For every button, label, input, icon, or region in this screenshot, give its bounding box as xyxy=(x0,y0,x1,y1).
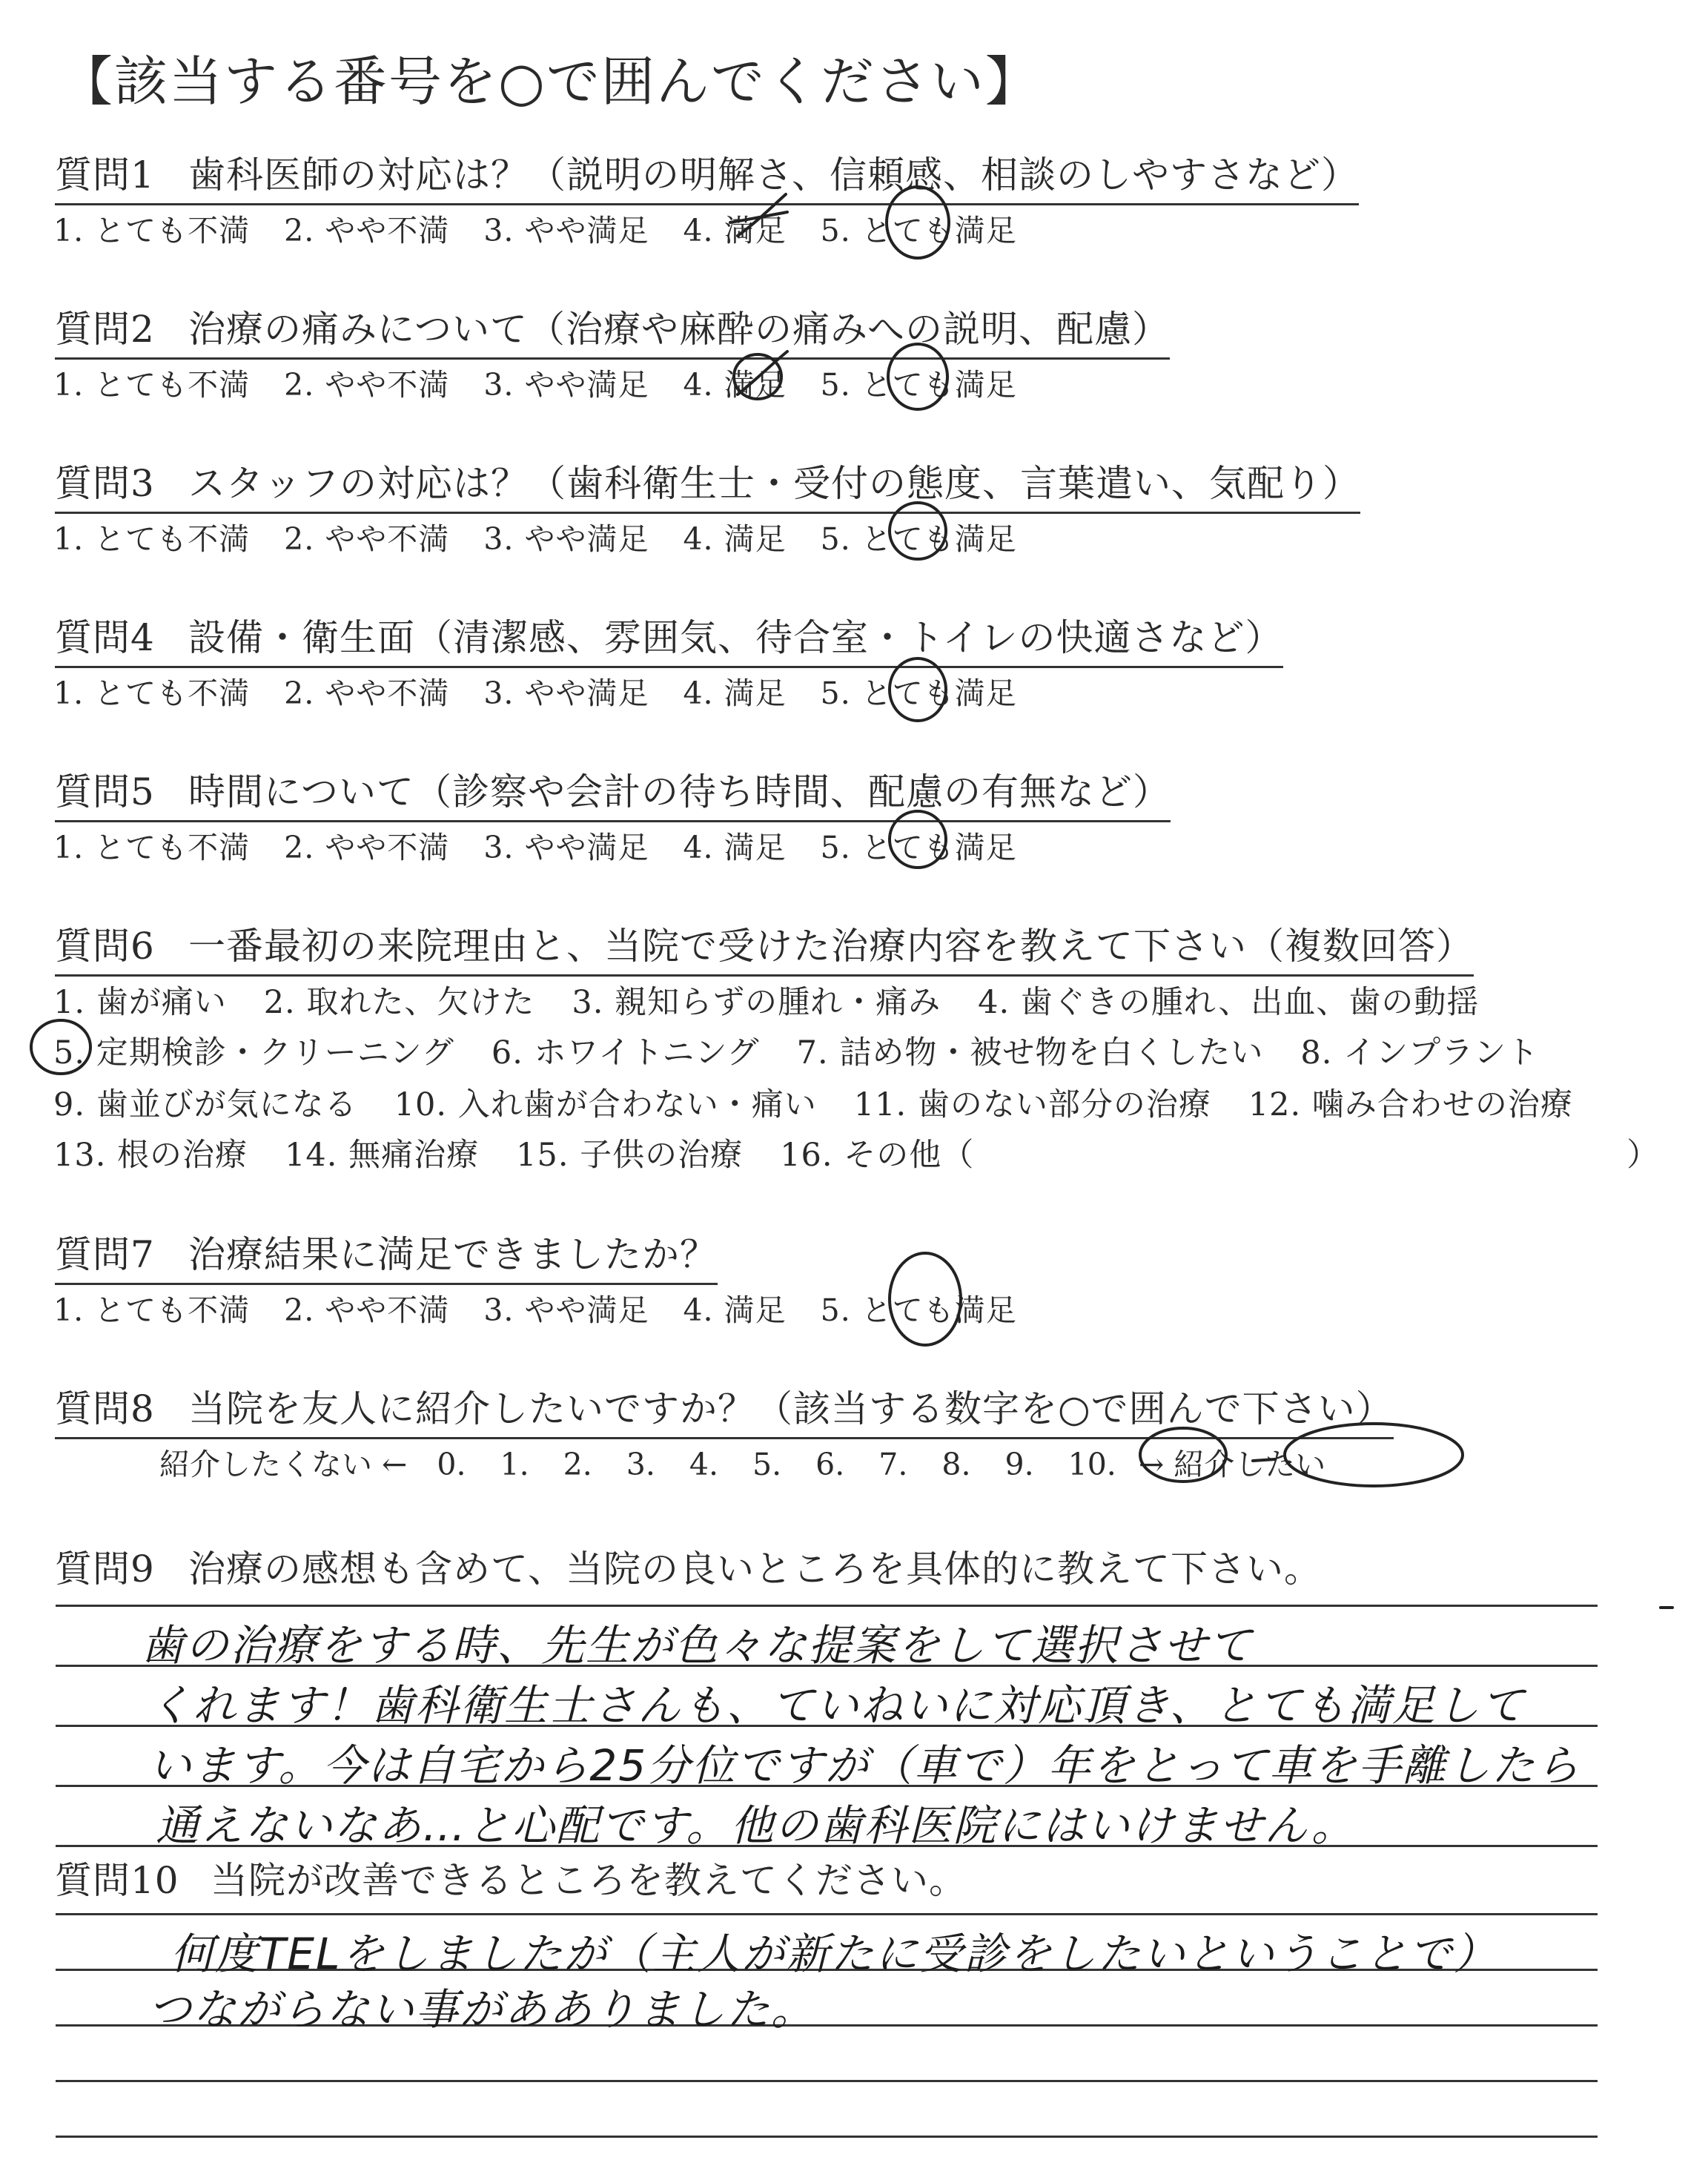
q8-option-3[interactable]: 3. xyxy=(626,1447,655,1482)
q6-option-9[interactable]: 9. 歯並びが気になる xyxy=(53,1086,357,1123)
question-1-text: 歯科医師の対応は？（説明の明解さ、信頼感、相談のしやすさなど） xyxy=(188,153,1359,196)
q6-option-10[interactable]: 10. 入れ歯が合わない・痛い xyxy=(394,1086,817,1123)
question-4-text: 設備・衛生面（清潔感、雰囲気、待合室・トイレの快適さなど） xyxy=(188,616,1283,659)
q6-option-8[interactable]: 8. インプラント xyxy=(1300,1034,1540,1071)
question-5-heading xyxy=(55,762,1171,822)
q2-option-2[interactable]: 2. やや不満 xyxy=(284,367,450,403)
q8-option-0[interactable]: 0. xyxy=(437,1447,466,1482)
question-3-text: スタッフの対応は？（歯科衛生士・受付の態度、言葉遣い、気配り） xyxy=(188,462,1360,505)
question-2-heading xyxy=(55,300,1170,360)
q4-option-4[interactable]: 4. 満足 xyxy=(683,676,787,711)
q2-option-5[interactable]: 5. とても満足 xyxy=(820,367,1017,403)
q3-option-1[interactable]: 1. とても不満 xyxy=(53,521,251,557)
question-2-options xyxy=(53,360,1051,404)
q8-scale xyxy=(159,1440,1325,1484)
q3-option-3[interactable]: 3. やや満足 xyxy=(483,521,649,557)
q4-option-1[interactable]: 1. とても不満 xyxy=(53,676,251,711)
question-1-heading xyxy=(55,145,1359,205)
q10-answer-text-2: つながらない事があありました。 xyxy=(148,1984,816,2035)
question-1-options xyxy=(53,206,1051,250)
q9-answer-line-1 xyxy=(56,1605,1598,1607)
q6-option-12[interactable]: 12. 噛み合わせの治療 xyxy=(1248,1086,1573,1123)
question-7-heading xyxy=(55,1225,718,1285)
q6-option-5[interactable]: 5. 定期検診・クリーニング xyxy=(53,1034,454,1071)
q5-option-1[interactable]: 1. とても不満 xyxy=(53,830,251,865)
question-8-heading xyxy=(55,1379,1394,1439)
question-9-number: 質問9 xyxy=(55,1548,155,1591)
q5-option-4[interactable]: 4. 満足 xyxy=(683,830,787,865)
question-7-number: 質問7 xyxy=(55,1233,155,1276)
q2-option-1[interactable]: 1. とても不満 xyxy=(53,367,251,403)
q3-option-4[interactable]: 4. 満足 xyxy=(683,521,787,557)
q10-answer-line-1 xyxy=(56,1913,1598,1915)
question-9-text: 治療の感想も含めて、当院の良いところを具体的に教えて下さい。 xyxy=(188,1548,1322,1591)
q8-option-7[interactable]: 7. xyxy=(878,1447,908,1482)
q4-option-3[interactable]: 3. やや満足 xyxy=(483,676,649,711)
q7-option-2[interactable]: 2. やや不満 xyxy=(284,1292,450,1328)
q6-option-11[interactable]: 11. 歯のない部分の治療 xyxy=(853,1086,1211,1123)
q8-option-1[interactable]: 1. xyxy=(500,1447,529,1482)
q4-option-2[interactable]: 2. やや不満 xyxy=(284,676,450,711)
question-7-text: 治療結果に満足できましたか？ xyxy=(188,1233,718,1276)
q8-option-2[interactable]: 2. xyxy=(563,1447,592,1482)
q8-option-4[interactable]: 4. xyxy=(689,1447,719,1482)
page-title: 【該当する番号を○で囲んでください】 xyxy=(59,50,1040,113)
question-3-number: 質問3 xyxy=(55,462,155,505)
question-7-options xyxy=(53,1286,1051,1330)
question-3-options xyxy=(53,515,1051,558)
q8-option-6[interactable]: 6. xyxy=(815,1447,845,1482)
q10-answer-line-4 xyxy=(56,2080,1598,2082)
q1-option-1[interactable]: 1. とても不満 xyxy=(53,213,251,248)
question-5-text: 時間について（診察や会計の待ち時間、配慮の有無など） xyxy=(188,770,1171,813)
q1-option-4[interactable]: 4. 満足 xyxy=(683,213,787,248)
question-6-heading xyxy=(55,916,1474,977)
q2-option-4[interactable]: 4. 満足 xyxy=(683,367,787,403)
q8-label-left: 紹介したくない ← xyxy=(159,1447,408,1482)
question-6-number: 質問6 xyxy=(55,925,155,968)
question-3-heading xyxy=(55,454,1360,514)
question-10-heading xyxy=(55,1851,967,1909)
q8-option-9[interactable]: 9. xyxy=(1004,1447,1034,1482)
q9-answer-text-4: 通えないなあ…と心配です。他の歯科医院にはいけません。 xyxy=(156,1800,1356,1851)
q6-option-2[interactable]: 2. 取れた、欠けた xyxy=(263,984,535,1021)
question-10-number: 質問10 xyxy=(55,1859,179,1902)
q6-option-7[interactable]: 7. 詰め物・被せ物を白くしたい xyxy=(796,1034,1264,1071)
q6-option-15[interactable]: 15. 子供の治療 xyxy=(516,1137,744,1174)
q5-option-2[interactable]: 2. やや不満 xyxy=(284,830,450,865)
q6-row-2 xyxy=(53,1028,1576,1073)
q9-answer-text-1: 歯の治療をする時、先生が色々な提案をして選択させて xyxy=(141,1620,1254,1671)
question-8-number: 質問8 xyxy=(55,1387,155,1430)
q6-row-1 xyxy=(53,977,1516,1023)
question-5-options xyxy=(53,823,1051,867)
question-9-heading xyxy=(55,1539,1322,1597)
q6-option-13[interactable]: 13. 根の治療 xyxy=(53,1137,248,1174)
q7-option-1[interactable]: 1. とても不満 xyxy=(53,1292,251,1328)
q6-row-4 xyxy=(53,1130,1696,1175)
q10-answer-line-5 xyxy=(56,2136,1598,2138)
q8-option-8[interactable]: 8. xyxy=(941,1447,971,1482)
q3-option-5[interactable]: 5. とても満足 xyxy=(820,521,1017,557)
q3-option-2[interactable]: 2. やや不満 xyxy=(284,521,450,557)
question-10-text: 当院が改善できるところを教えてください。 xyxy=(211,1859,967,1902)
question-4-number: 質問4 xyxy=(55,616,155,659)
q6-option-4[interactable]: 4. 歯ぐきの腫れ、出血、歯の動揺 xyxy=(978,984,1480,1021)
q1-option-2[interactable]: 2. やや不満 xyxy=(284,213,450,248)
question-2-text: 治療の痛みについて（治療や麻酔の痛みへの説明、配慮） xyxy=(188,308,1170,351)
q5-option-5[interactable]: 5. とても満足 xyxy=(820,830,1017,865)
q6-option-6[interactable]: 6. ホワイトニング xyxy=(491,1034,760,1071)
q9-answer-text-3: います。今は自宅から25分位ですが（車で）年をとって車を手離したら xyxy=(148,1740,1581,1791)
q8-label-right: → 紹介したい xyxy=(1138,1447,1326,1482)
q7-option-5[interactable]: 5. とても満足 xyxy=(820,1292,1017,1328)
q8-option-10[interactable]: 10. xyxy=(1068,1447,1116,1482)
q2-option-3[interactable]: 3. やや満足 xyxy=(483,367,649,403)
q10-answer-text-1: 何度TELをしましたが（主人が新たに受診をしたいということで） xyxy=(171,1929,1498,1979)
question-6-text: 一番最初の来院理由と、当院で受けた治療内容を教えて下さい（複数回答） xyxy=(188,925,1474,968)
q6-option-3[interactable]: 3. 親知らずの腫れ・痛み xyxy=(572,984,941,1021)
q1-option-3[interactable]: 3. やや満足 xyxy=(483,213,649,248)
q9-answer-text-2: くれます！歯科衛生士さんも、ていねいに対応頂き、とても満足して xyxy=(148,1680,1526,1731)
question-8-text: 当院を友人に紹介したいですか？（該当する数字を○で囲んで下さい） xyxy=(188,1387,1394,1430)
q7-option-3[interactable]: 3. やや満足 xyxy=(483,1292,649,1328)
q6-option-1[interactable]: 1. 歯が痛い xyxy=(53,984,227,1021)
question-1-number: 質問1 xyxy=(55,153,155,196)
q5-option-3[interactable]: 3. やや満足 xyxy=(483,830,649,865)
q4-option-5[interactable]: 5. とても満足 xyxy=(820,676,1017,711)
q8-option-5[interactable]: 5. xyxy=(752,1447,782,1482)
question-4-heading xyxy=(55,608,1283,668)
question-5-number: 質問5 xyxy=(55,770,155,813)
question-4-options xyxy=(53,669,1051,713)
question-2-number: 質問2 xyxy=(55,308,155,351)
q7-option-4[interactable]: 4. 満足 xyxy=(683,1292,787,1328)
q6-option-14[interactable]: 14. 無痛治療 xyxy=(285,1137,480,1174)
q1-option-5[interactable]: 5. とても満足 xyxy=(820,213,1017,248)
q6-option-16[interactable]: 16. その他（ ） xyxy=(780,1137,1660,1174)
q6-row-3 xyxy=(53,1080,1610,1125)
